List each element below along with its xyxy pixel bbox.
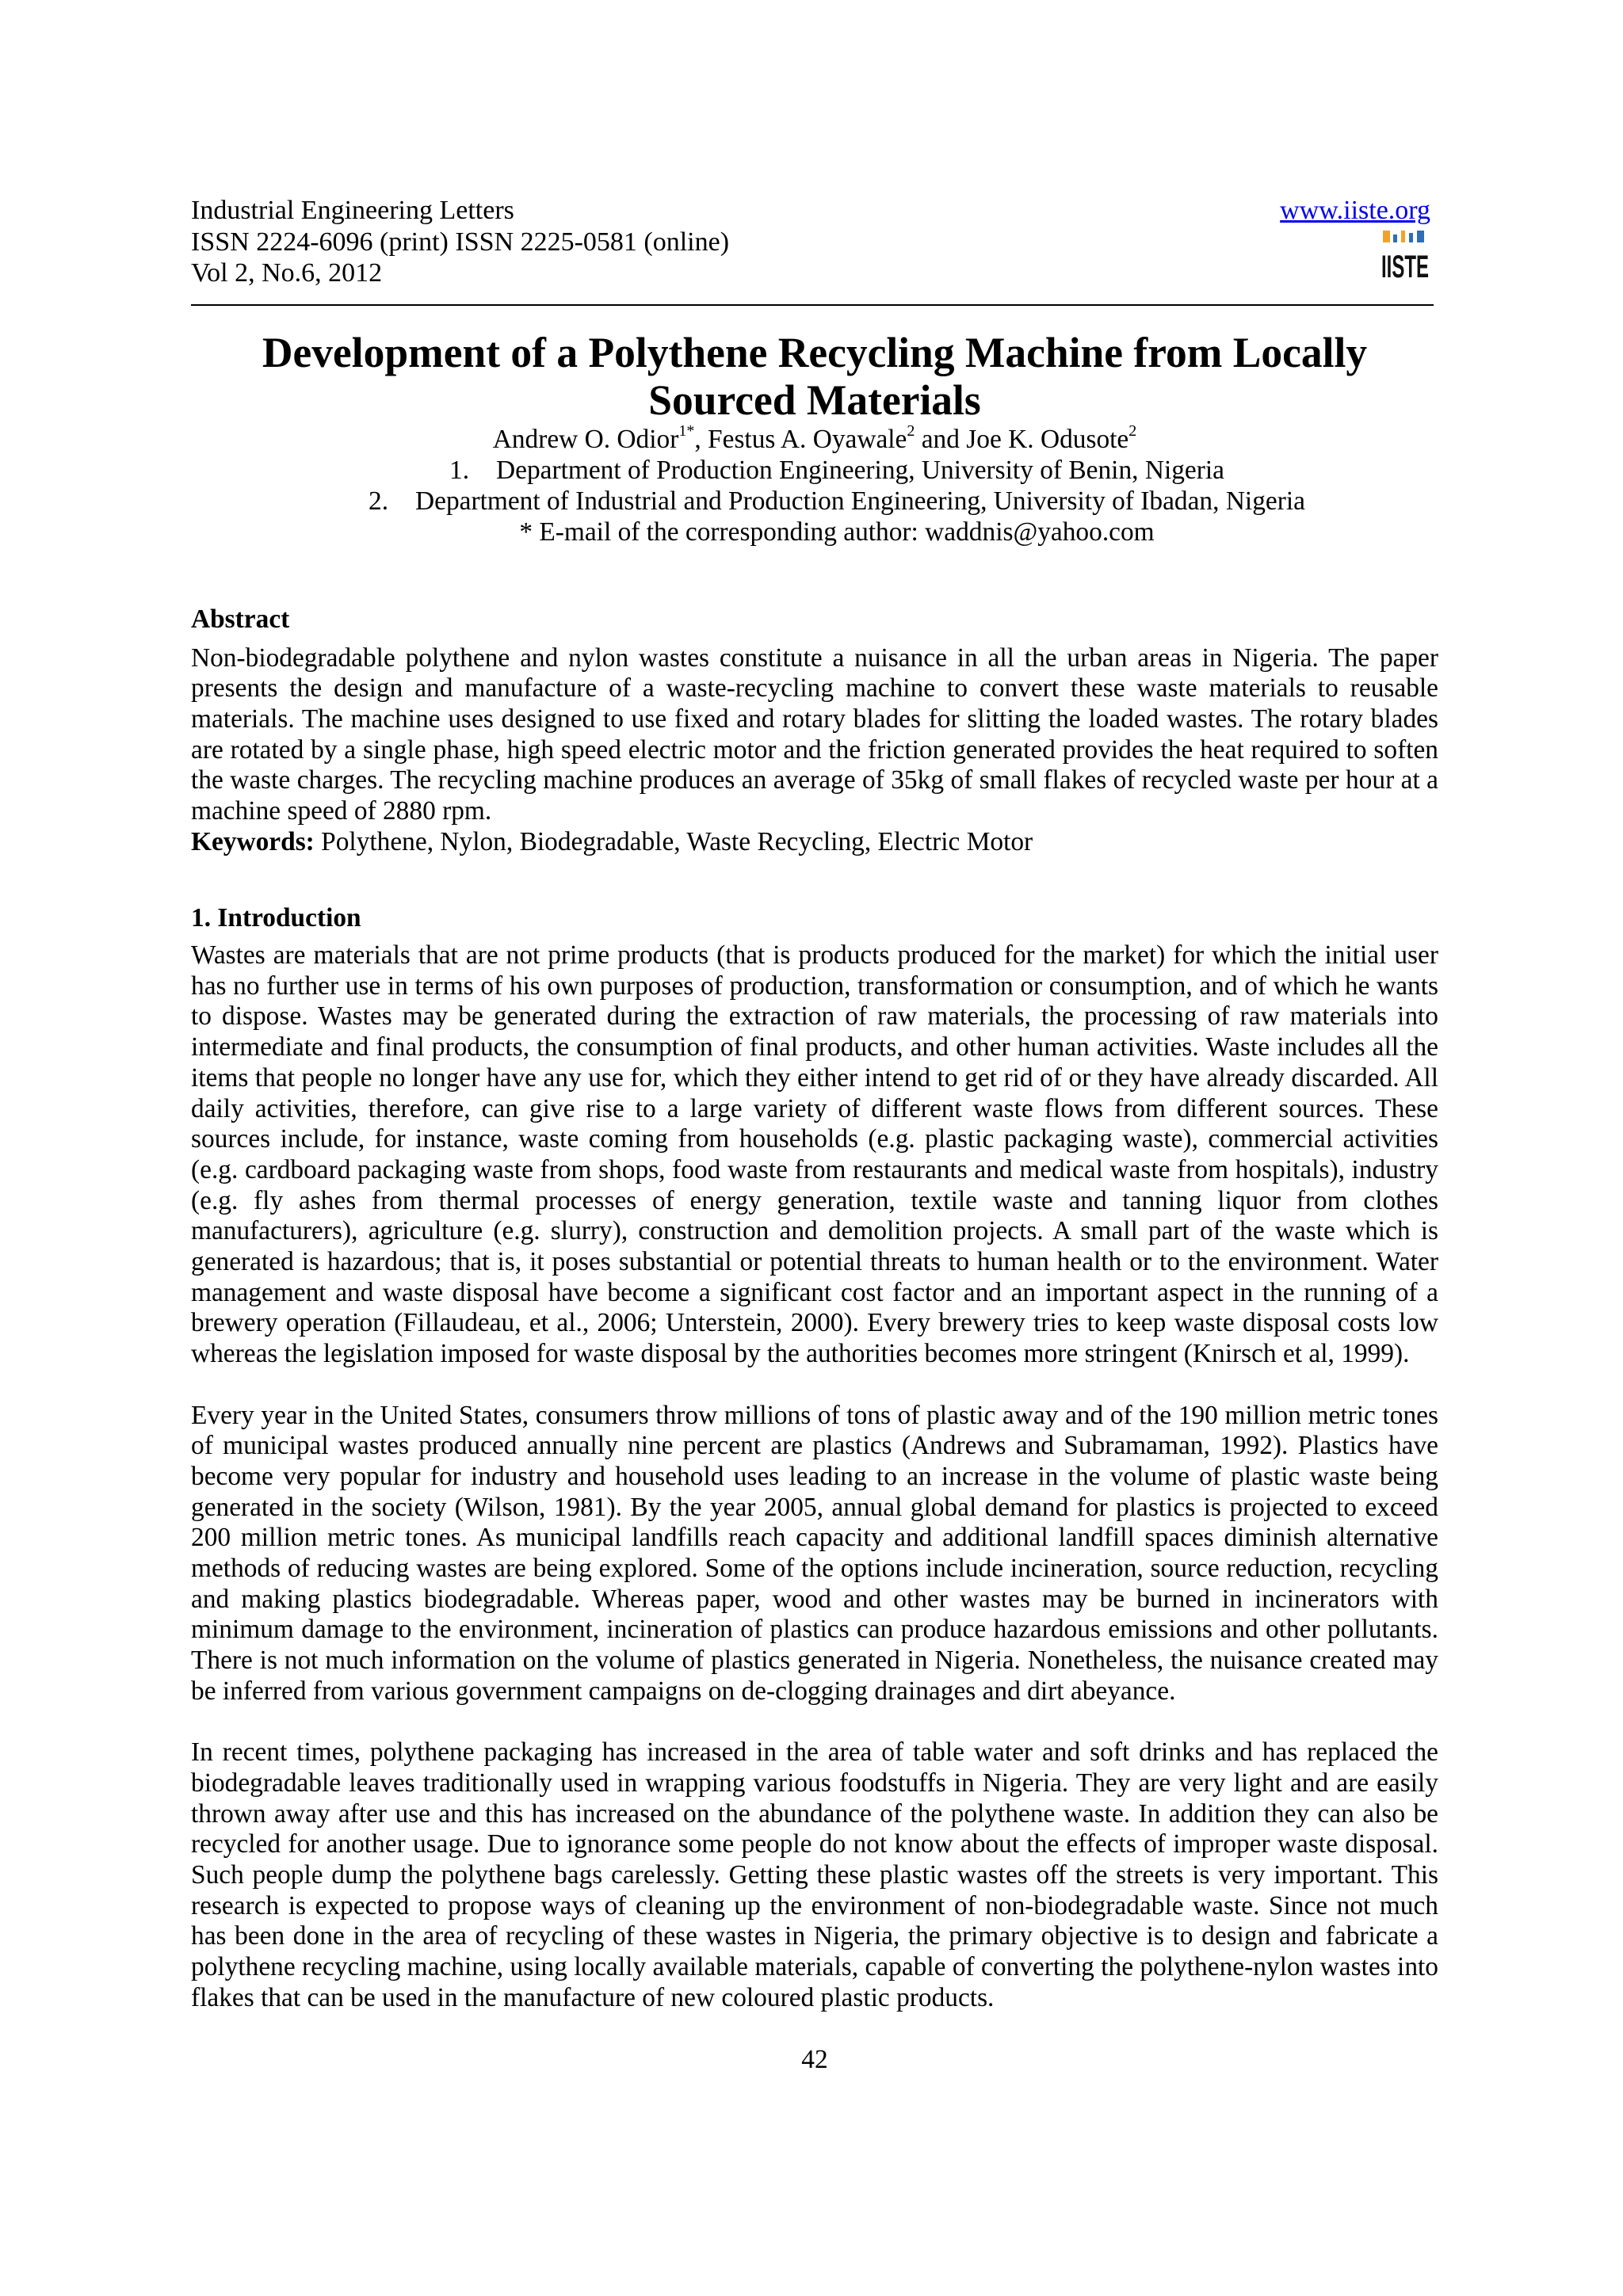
journal-branding bbox=[1280, 195, 1438, 284]
keywords-label: Keywords: bbox=[191, 826, 315, 856]
logo-bar bbox=[1401, 231, 1405, 242]
logo-bar bbox=[1409, 233, 1413, 242]
abstract-heading: Abstract bbox=[191, 604, 290, 634]
abstract-section bbox=[191, 604, 1438, 858]
journal-name: Industrial Engineering Letters bbox=[191, 196, 514, 225]
logo-bar bbox=[1417, 231, 1424, 242]
affiliation-item bbox=[191, 455, 1438, 486]
affiliation-item bbox=[191, 486, 1438, 517]
issn-line: ISSN 2224-6096 (print) ISSN 2225-0581 (online) bbox=[191, 227, 730, 257]
logo-lettering: IISTE bbox=[1381, 249, 1429, 284]
abstract-text: Non-biodegradable polythene and nylon wastes constitute a nuisance in all the urban areas in Nigeria. The paper presents the design and manufacture of a waste-recycling machine to convert these waste materials to reusable materials. The machine uses designed to use fixed and rotary blades for slitting the loaded wastes. The rotary blades are rotated by a single phase, high speed electric motor and the friction generated provides the heat required to soften the waste charges. The recycling machine produces an average of 35kg of small flakes of recycled waste per hour at a machine speed of 2880 rpm. bbox=[191, 643, 1438, 826]
page-content bbox=[191, 195, 1438, 2075]
affiliation-text: Department of Industrial and Production Engineering, University of Ibadan, Nigeria bbox=[415, 486, 1305, 516]
author-name: Festus A. Oyawale bbox=[708, 424, 907, 454]
author-line bbox=[191, 421, 1438, 455]
logo-bar bbox=[1383, 231, 1390, 242]
affiliation-text: Department of Production Engineering, University of Benin, Nigeria bbox=[496, 455, 1224, 485]
page-number: 42 bbox=[801, 2045, 828, 2075]
paper-title: Development of a Polythene Recycling Machine from Locally Sourced Materials bbox=[262, 328, 1368, 424]
author-separator: and bbox=[915, 424, 967, 454]
introduction-paragraph: Every year in the United States, consumers throw millions of tons of plastic away and of the 190 million metric tones of municipal wastes produced annually nine percent are plastics (Andrews and Subramaman, 1992). Plastics have become very popular for industry and household uses leading to an increase in the volume of plastic waste being generated in the society (Wilson, 1981). By the year 2005, annual global demand for plastics is projected to exceed 200 million metric tones. As municipal landfills reach capacity and additional landfill spaces diminish alternative methods of reducing wastes are being explored. Some of the options include incineration, source reduction, recycling and making plastics biodegradable. Whereas paper, wood and other wastes may be burned in incinerators with minimum damage to the environment, incineration of plastics can produce hazardous emissions and other pollutants. There is not much information on the volume of plastics generated in Nigeria. Nonetheless, the nuisance created may be inferred from various government campaigns on de-clogging drainages and dirt abeyance. bbox=[191, 1400, 1438, 1706]
journal-header bbox=[191, 195, 1438, 289]
keywords-text: Polythene, Nylon, Biodegradable, Waste Recycling, Electric Motor bbox=[321, 826, 1033, 856]
affiliation-number: 2. bbox=[369, 486, 389, 516]
introduction-paragraph: Wastes are materials that are not prime products (that is products produced for the market) for which the initial user has no further use in terms of his own purposes of production, transformation or consumption, and of which he wants to dispose. Wastes may be generated during the extraction of raw materials, the processing of raw materials into intermediate and final products, the consumption of final products, and other human activities. Waste includes all the items that people no longer have any use for, which they either intend to get rid of or they have already discarded. All daily activities, therefore, can give rise to a large variety of different waste flows from different sources. These sources include, for instance, waste coming from households (e.g. plastic packaging waste), commercial activities (e.g. cardboard packaging waste from shops, food waste from restaurants and medical waste from hospitals), industry (e.g. fly ashes from thermal processes of energy generation, textile waste and tanning liquor from clothes manufacturers), agriculture (e.g. slurry), construction and demolition projects. A small part of the waste which is generated is hazardous; that is, it poses substantial or potential threats to human health or to the environment. Water management and waste disposal have become a significant cost factor and an important aspect in the running of a brewery operation (Fillaudeau, et al., 2006; Unterstein, 2000). Every brewery tries to keep waste disposal costs low whereas the legislation imposed for waste disposal by the authorities becomes more stringent (Knirsch et al, 1999). bbox=[191, 940, 1438, 1369]
affiliation-list bbox=[191, 455, 1438, 517]
keywords-line bbox=[191, 827, 1438, 858]
journal-info bbox=[191, 195, 729, 289]
affiliation-marker: 1* bbox=[678, 421, 695, 440]
author-name: Joe K. Odusote bbox=[966, 424, 1129, 454]
author-name: Andrew O. Odior bbox=[492, 424, 679, 454]
author-separator: , bbox=[694, 424, 708, 454]
logo-bar bbox=[1393, 235, 1397, 242]
affiliation-number: 1. bbox=[449, 455, 470, 485]
volume-line: Vol 2, No.6, 2012 bbox=[191, 258, 383, 288]
website-link[interactable]: www.iiste.org bbox=[1280, 196, 1430, 225]
affiliation-marker: 2 bbox=[1128, 421, 1137, 440]
introduction-heading: 1. Introduction bbox=[191, 903, 361, 933]
introduction-paragraph: In recent times, polythene packaging has increased in the area of table water and soft drinks and has replaced the biodegradable leaves traditionally used in wrapping various foodstuffs in Nigeria. They are very light and are easily thrown away after use and this has increased on the abundance of the polythene waste. In addition they can also be recycled for another usage. Due to ignorance some people do not know about the effects of improper waste disposal. Such people dump the polythene bags carelessly. Getting these plastic wastes off the streets is very important. This research is expected to propose ways of cleaning up the environment of non-biodegradable waste. Since not much has been done in the area of recycling of these wastes in Nigeria, the primary objective is to design and fabricate a polythene recycling machine, using locally available materials, capable of converting the polythene-nylon wastes into flakes that can be used in the manufacture of new coloured plastic products. bbox=[191, 1737, 1438, 2012]
introduction-section bbox=[191, 902, 1438, 2014]
affiliation-marker: 2 bbox=[907, 421, 915, 440]
corresponding-author-email: * E-mail of the corresponding author: waddnis@yahoo.com bbox=[519, 517, 1155, 547]
header-rule bbox=[191, 304, 1434, 306]
iiste-logo bbox=[1380, 228, 1430, 284]
